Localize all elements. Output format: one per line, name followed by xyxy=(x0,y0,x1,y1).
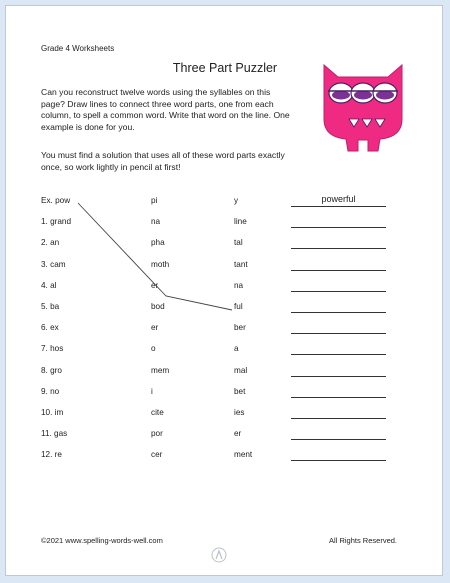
row-0-part-c: y xyxy=(234,196,239,205)
row-8-part-c: mal xyxy=(234,365,248,375)
row-12-part-c: ment xyxy=(234,450,253,460)
row-4-part-c: na xyxy=(234,280,244,290)
row-6-part-c: ber xyxy=(234,323,246,333)
row-10-part-c: ies xyxy=(234,408,245,417)
row-11-part-a: 11. gas xyxy=(41,429,68,439)
row-6-part-a: 6. ex xyxy=(41,323,59,333)
row-12-part-a: 12. re xyxy=(41,450,62,460)
answer-text-0: powerful xyxy=(321,194,356,204)
rights-text: All Rights Reserved. xyxy=(329,536,397,545)
row-3-part-c: tant xyxy=(234,259,248,269)
instructions-paragraph-2: You must find a solution that uses all of these word parts exactly once, so work lightly in pencil at first! xyxy=(41,150,285,172)
row-11-part-c: er xyxy=(234,429,242,439)
row-8-part-b: mem xyxy=(151,365,170,375)
row-12-part-b: cer xyxy=(151,450,163,460)
copyright-text: ©2021 www.spelling-words-well.com xyxy=(41,536,163,545)
row-2-part-b: pha xyxy=(151,238,165,248)
row-1-part-b: na xyxy=(151,217,161,227)
row-0-part-a: Ex. pow xyxy=(41,196,71,205)
worksheet-page xyxy=(5,5,443,576)
row-1-part-c: line xyxy=(234,217,247,227)
row-7-part-c: a xyxy=(234,344,239,354)
row-5-part-c: ful xyxy=(234,302,243,311)
row-5-part-a: 5. ba xyxy=(41,302,60,311)
row-5-part-b: bod xyxy=(151,302,165,311)
instructions-paragraph-1: Can you reconstruct twelve words using the syllables on this page? Draw lines to connect three word parts, one from each column, to spell a common word. Write that word on the line. One example is done for you. xyxy=(41,87,290,132)
row-8-part-a: 8. gro xyxy=(41,365,62,375)
worksheet-title: Three Part Puzzler xyxy=(172,61,278,75)
row-7-part-b: o xyxy=(151,344,156,354)
row-2-part-a: 2. an xyxy=(41,238,60,248)
row-10-part-b: cite xyxy=(151,408,164,417)
site-logo-icon xyxy=(211,547,227,563)
row-2-part-c: tal xyxy=(234,238,243,248)
example-connector-lines xyxy=(6,6,444,577)
grade-label: Grade 4 Worksheets xyxy=(41,44,115,53)
row-1-part-a: 1. grand xyxy=(41,217,72,227)
row-3-part-a: 3. cam xyxy=(41,259,66,269)
row-11-part-b: por xyxy=(151,429,163,439)
row-9-part-c: bet xyxy=(234,386,246,396)
row-3-part-b: moth xyxy=(151,259,170,269)
row-6-part-b: er xyxy=(151,323,159,333)
row-4-part-a: 4. al xyxy=(41,280,57,290)
row-9-part-a: 9. no xyxy=(41,386,60,396)
row-0-part-b: pi xyxy=(151,196,158,205)
row-9-part-b: i xyxy=(151,386,153,396)
row-4-part-b: er xyxy=(151,280,159,290)
row-10-part-a: 10. im xyxy=(41,408,64,417)
row-7-part-a: 7. hos xyxy=(41,344,64,354)
